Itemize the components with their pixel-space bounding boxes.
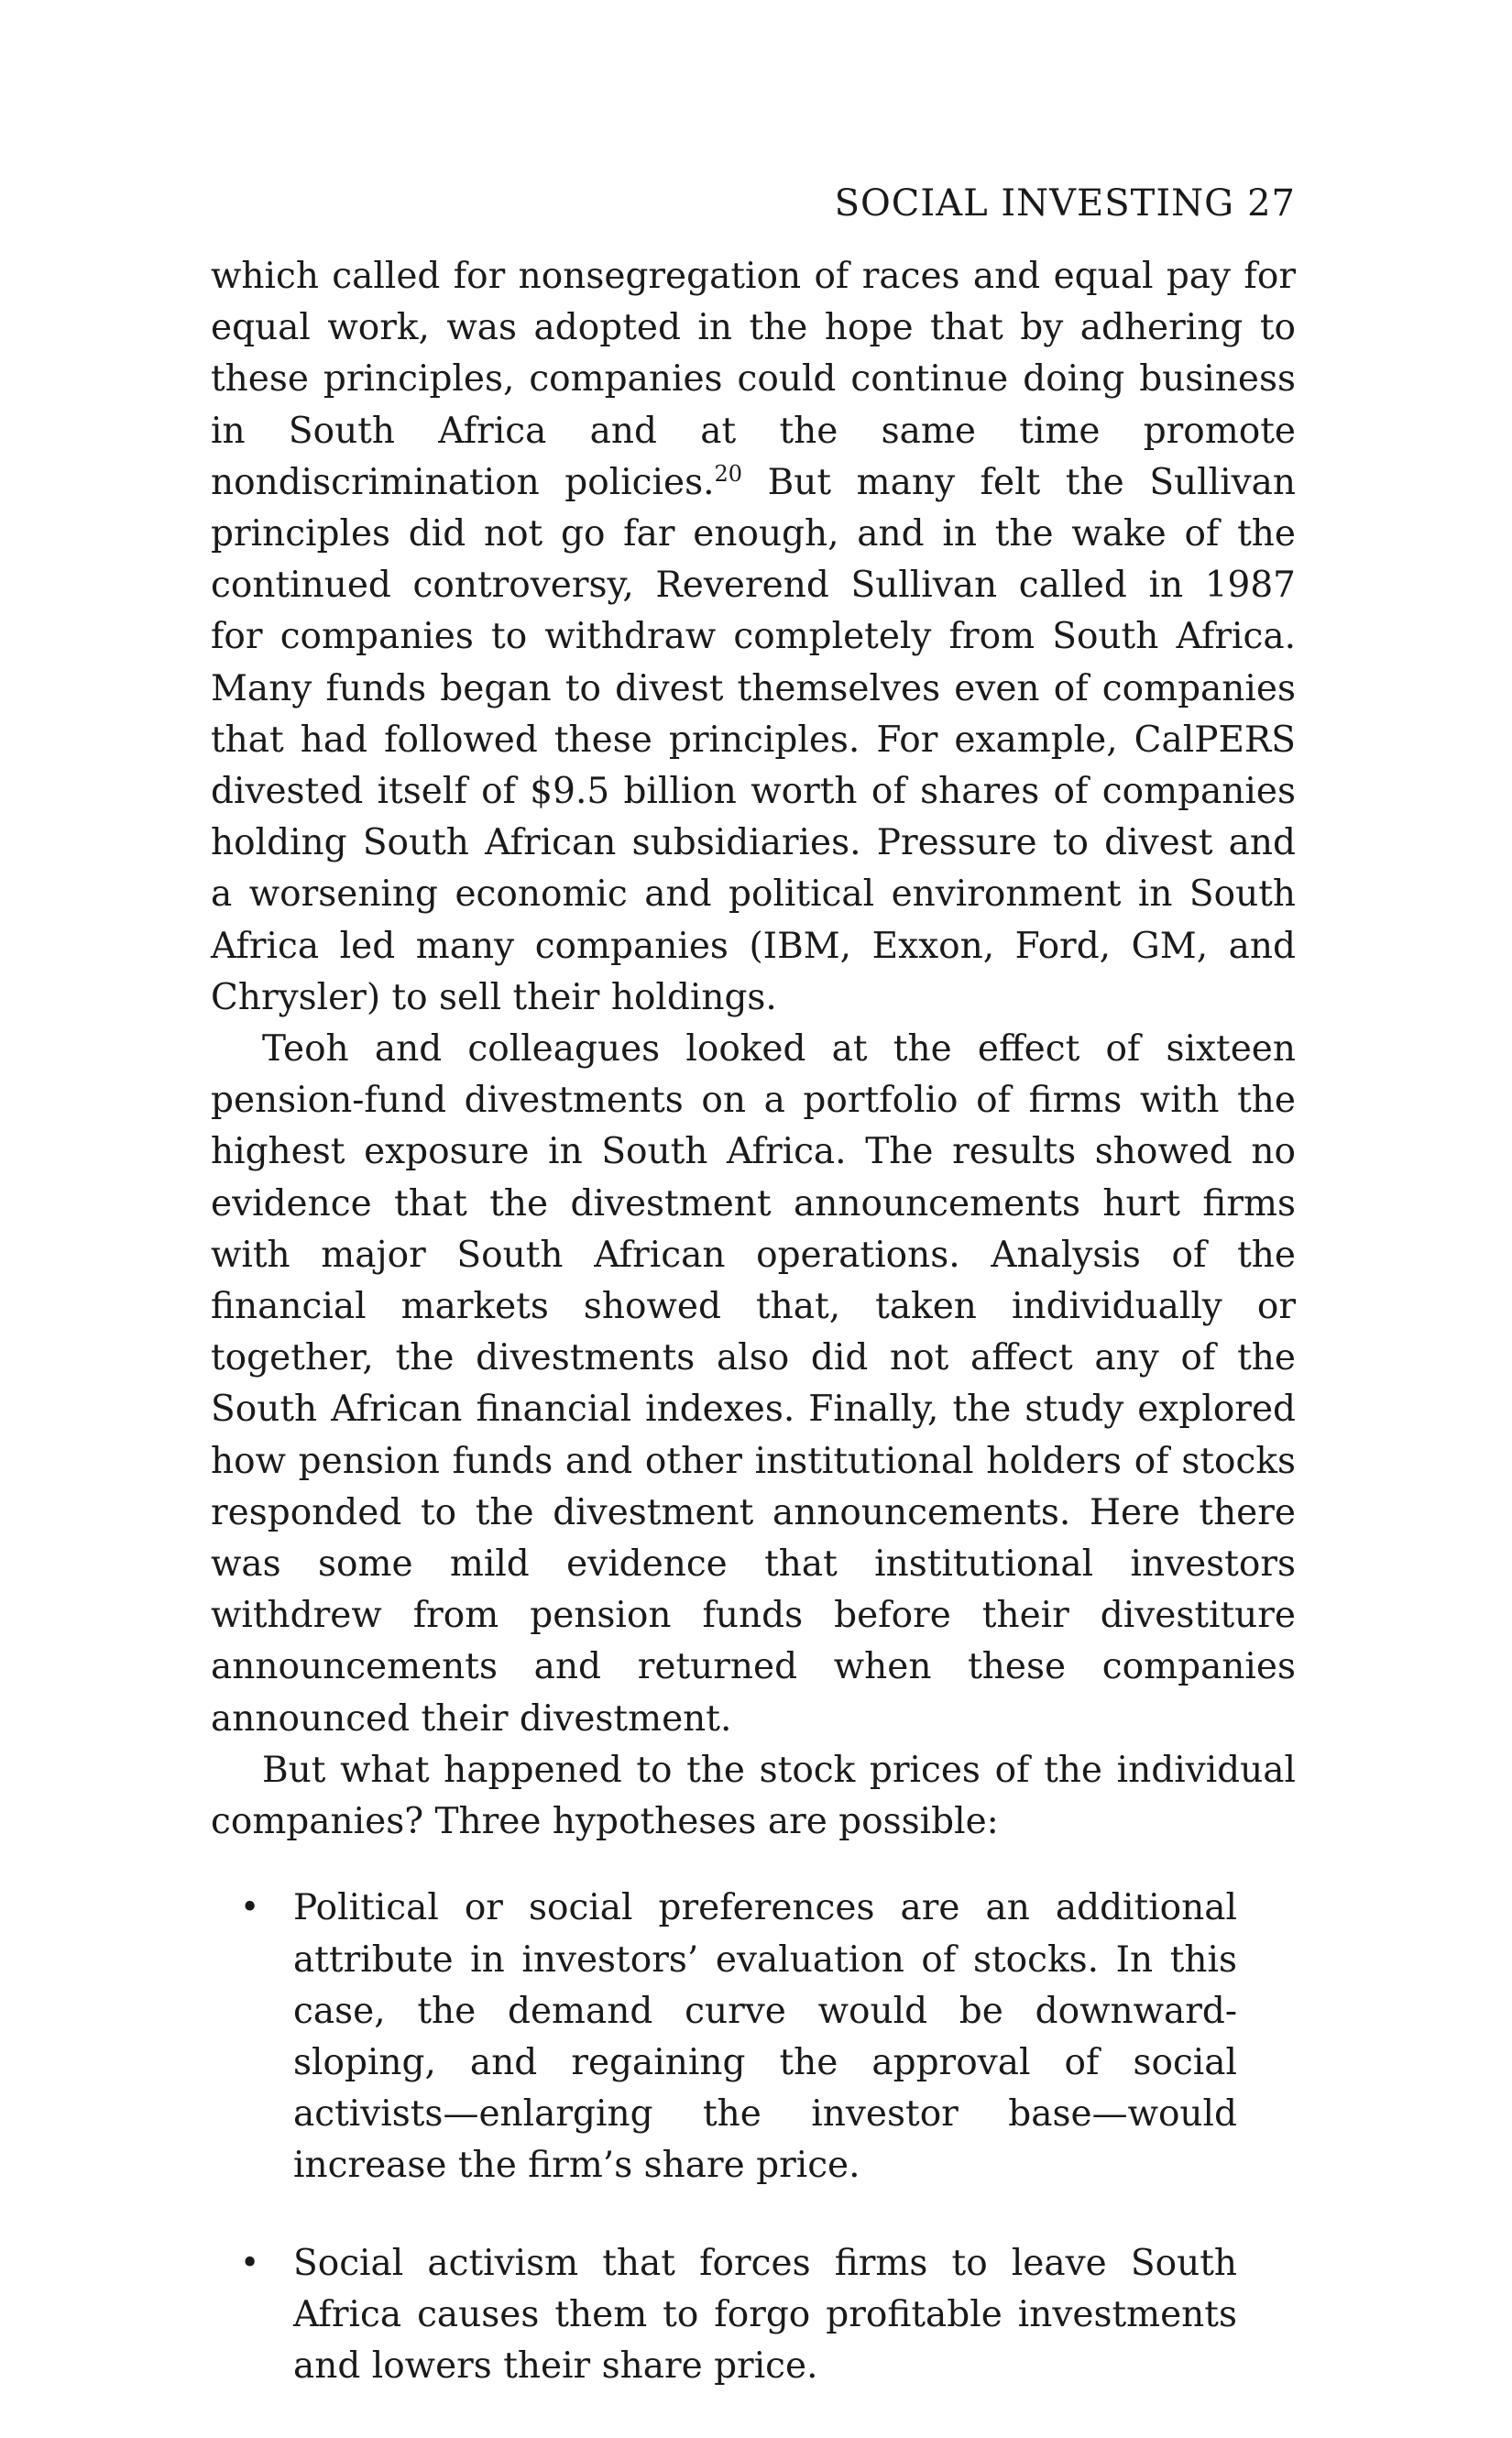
paragraph-continued bbox=[211, 251, 1296, 1024]
list-item-text: Political or social preferences are an additional attribute in investors’ evaluation of stocks. In this case, the demand curve would be downward-sloping, and regaining the approval of social activists—enlarging the investor base—would increase the firm’s share price. bbox=[293, 1887, 1237, 2187]
footnote-reference: 20 bbox=[714, 460, 743, 487]
bullet-icon: • bbox=[240, 1889, 260, 1927]
paragraph-hypotheses-intro: But what happened to the stock prices of the individual companies? Three hypotheses are possible: bbox=[211, 1749, 1296, 1843]
list-item bbox=[240, 1883, 1237, 2191]
list-item-text: Social activism that forces firms to leave South Africa causes them to forgo profitable investments and lowers their share price. bbox=[293, 2242, 1237, 2387]
running-head bbox=[211, 180, 1296, 227]
paragraph-text: which called for nonsegregation of races and equal pay for equal work, was adopted in the hope that by adhering to these principles, companies could continue doing business in South Africa and at the same time promote nondiscrimination policies. bbox=[211, 256, 1296, 503]
bullet-icon: • bbox=[240, 2244, 260, 2282]
paragraph-teoh-study: Teoh and colleagues looked at the effect of sixteen pension-fund divestments on a portfolio of firms with the highest exposure in South Africa. The results showed no evidence that the divestment announcements hurt firms with major South African operations. Analysis of the financial markets showed that, taken individually or together, the divestments also did not affect any of the South African financial indexes. Finally, the study explored how pension funds and other institutional holders of stocks responded to the divestment announcements. Here there was some mild evidence that institutional investors withdrew from pension funds before their divestiture announcements and returned when these companies announced their divestment. bbox=[211, 1028, 1296, 1740]
page-number: 27 bbox=[1247, 182, 1296, 225]
hypotheses-list bbox=[211, 1883, 1237, 2392]
paragraph-text: But many felt the Sullivan principles did not go far enough, and in the wake of the continued controversy, Reverend Sullivan called in 1987 for companies to withdraw completely from South Africa. Many funds began to divest themselves even of companies that had followed these principles. For example, CalPERS divested itself of $9.5 billion worth of shares of companies holding South African subsidiaries. Pressure to divest and a worsening economic and political environment in South Africa led many companies (IBM, Exxon, Ford, GM, and Chrysler) to sell their holdings. bbox=[211, 461, 1296, 1018]
book-page bbox=[211, 180, 1296, 2438]
running-title: SOCIAL INVESTING bbox=[834, 182, 1235, 225]
list-item bbox=[240, 2238, 1237, 2393]
